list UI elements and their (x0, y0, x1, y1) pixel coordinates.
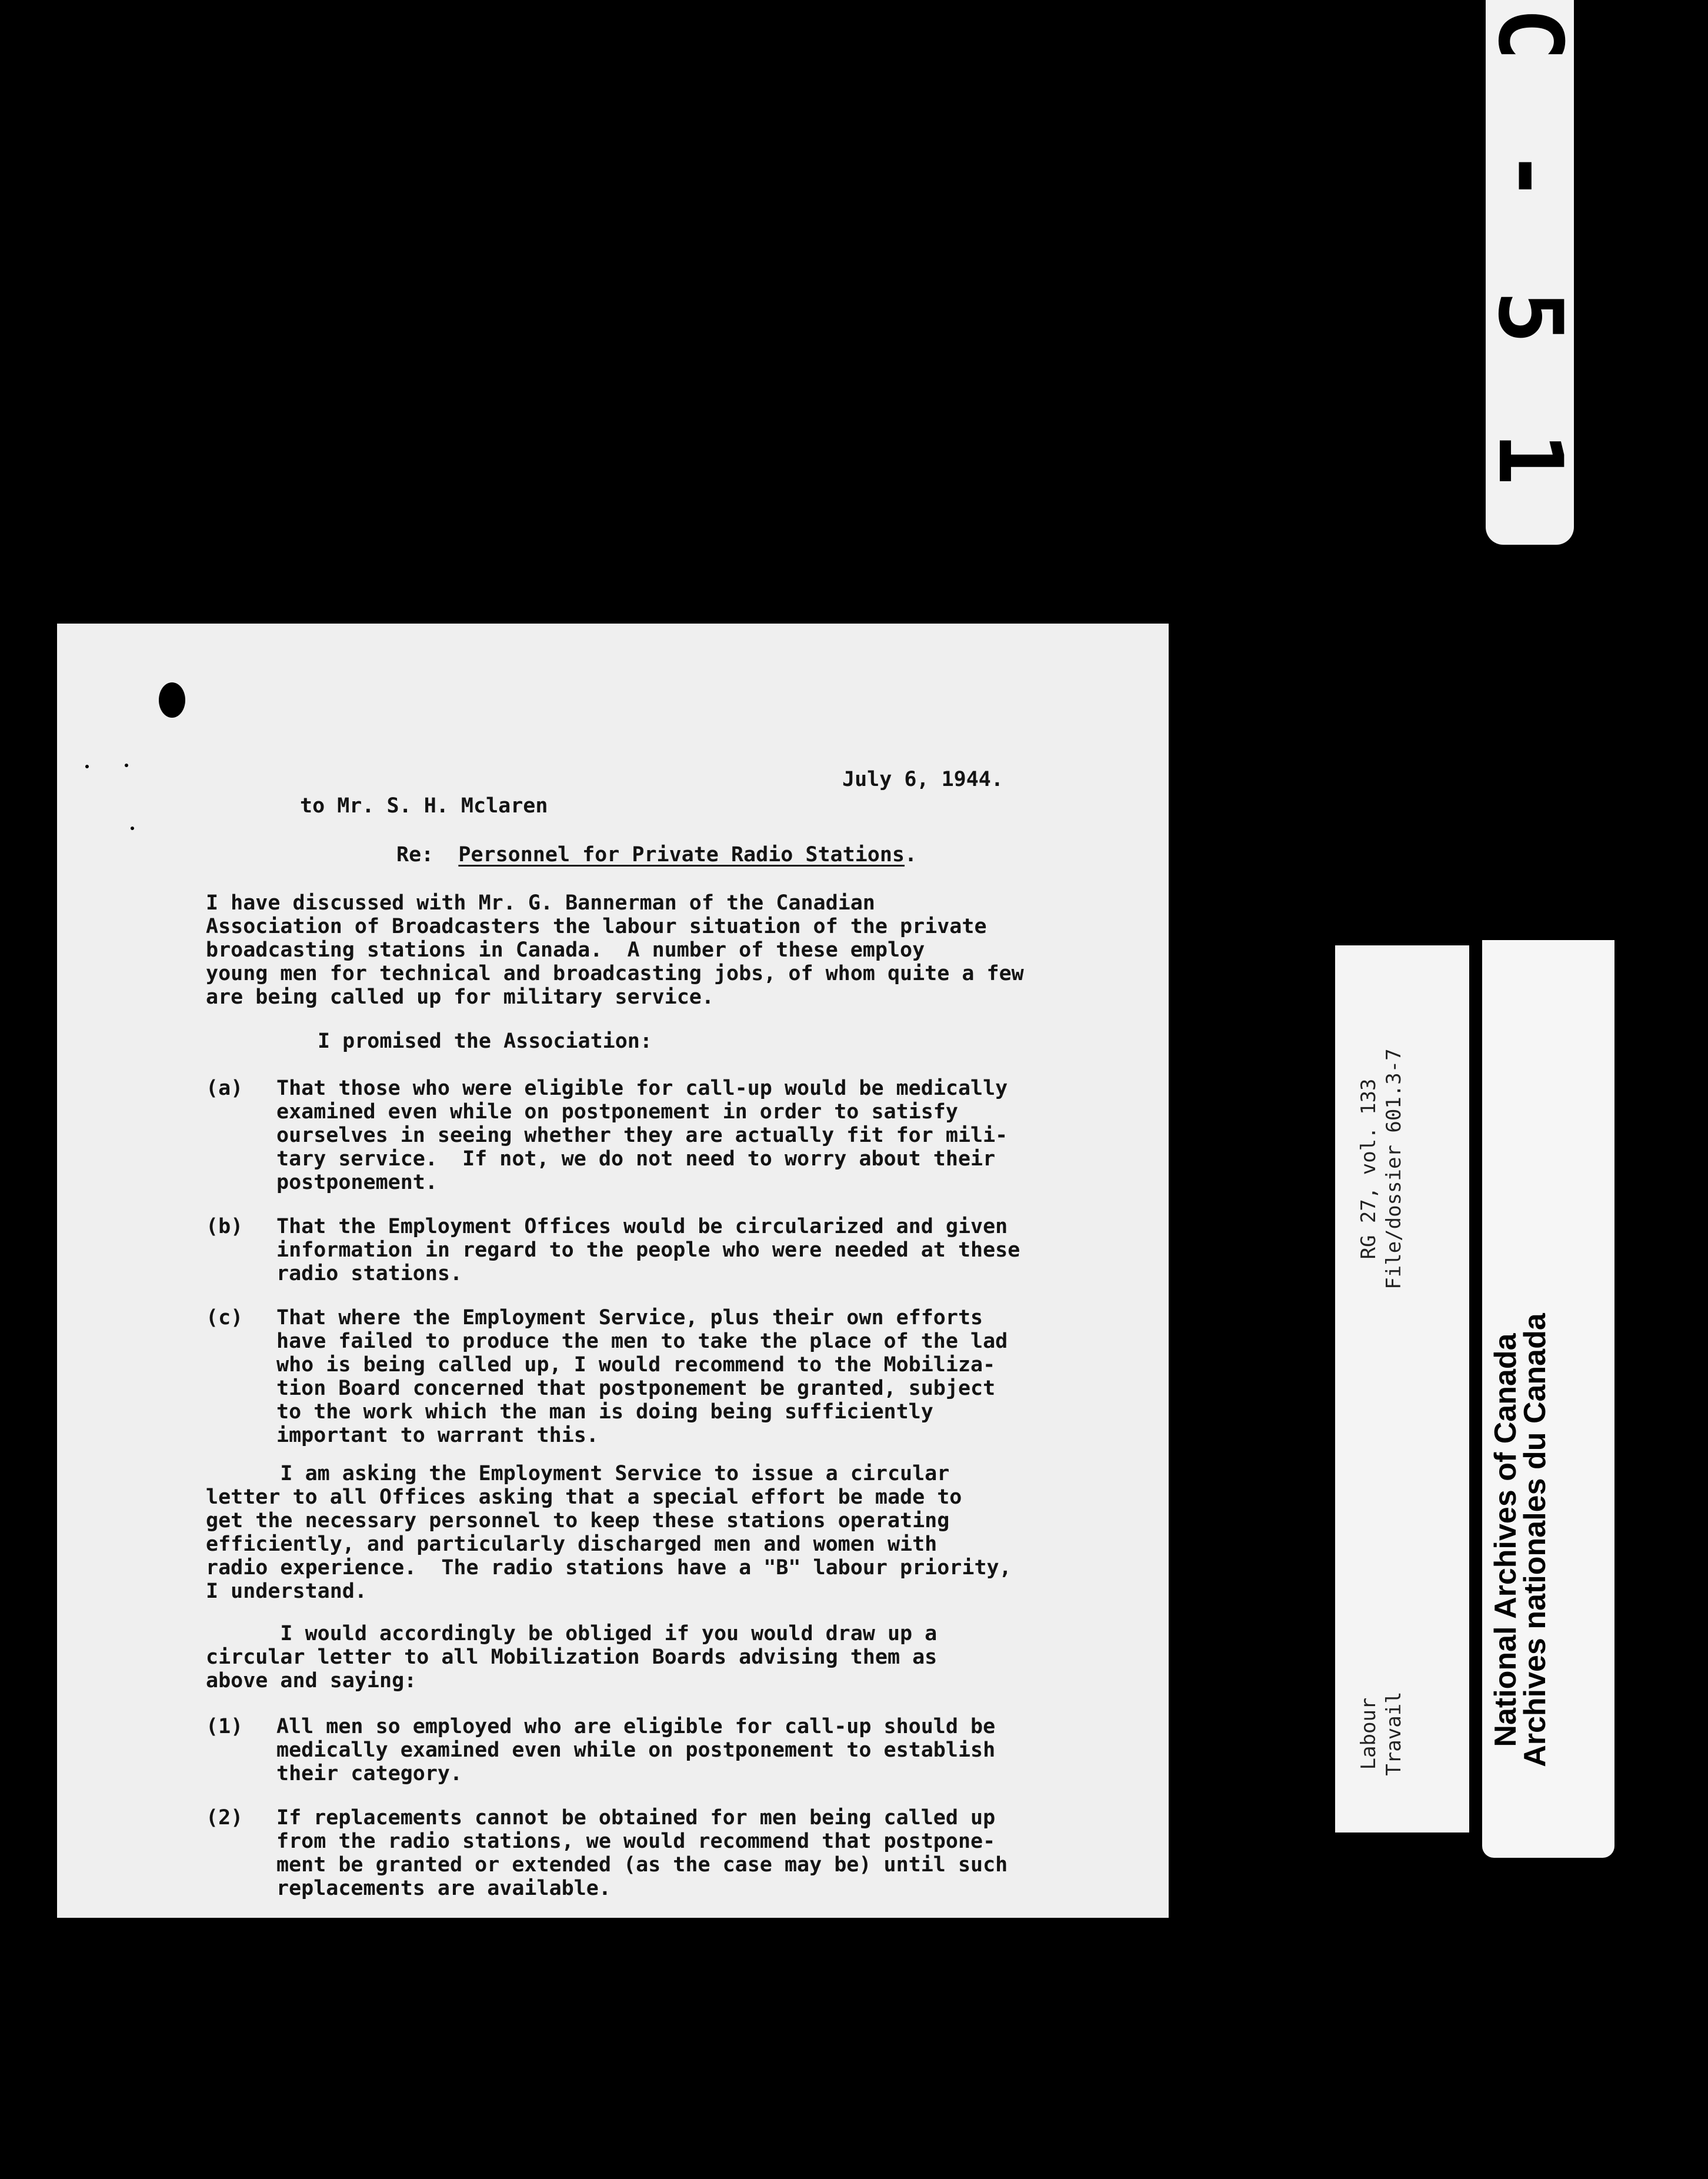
subject-period: . (904, 843, 918, 867)
item-1-text: All men so employed who are eligible for call-up should be medically examined even while on postponement to establish their category. (276, 1715, 996, 1785)
letter-date: July 6, 1944. (842, 768, 1003, 791)
item-b-text: That the Employment Offices would be circularized and given information in regard to the people who were needed at these radio stations. (276, 1215, 1020, 1285)
department-french: Travail (1382, 1691, 1406, 1776)
record-group-volume: RG 27, vol. 133 (1357, 1078, 1380, 1260)
punch-hole (159, 682, 185, 718)
subject-text: Personnel for Private Radio Stations (458, 843, 905, 867)
item-c-text: That where the Employment Service, plus their own efforts have failed to produce the men to take the place of the lad who is being called up, I would recommend to the Mobiliza- tion Board concerned that postponement be granted, subject to the work which the man is doing being sufficiently important to warrant this. (276, 1306, 1008, 1447)
paragraph-3: I am asking the Employment Service to issue a circular letter to all Offices asking that a special effort be made to get the necessary personnel to keep these stations operating efficiently, and particularly discharged men and women with radio experience. The radio stations have a "B" labour priority, I understand. (206, 1462, 1012, 1603)
letter-subject-line (396, 843, 917, 867)
department-english: Labour (1357, 1697, 1380, 1770)
item-b-marker: (b) (206, 1215, 243, 1238)
subject-label: Re: (396, 843, 434, 867)
item-2-text: If replacements cannot be obtained for men being called up from the radio stations, we would recommend that postpone- ment be granted or extended (as the case may be) until such replacements are available. (276, 1806, 1008, 1900)
reel-number: C - 5 1 9 2 9 (1479, 8, 1581, 928)
archives-name-french: Archives nationales du Canada (1518, 1313, 1552, 1767)
file-dossier-number: File/dossier 601.3-7 (1382, 1048, 1406, 1290)
paragraph-1: I have discussed with Mr. G. Bannerman of the Canadian Association of Broadcasters the labour situation of the private broadcasting stations in Canada. A number of these employ young men for technical and broadcasting jobs, of whom quite a few are being called up for military service. (206, 891, 1024, 1009)
archives-name-english: National Archives of Canada (1489, 1333, 1523, 1747)
file-reference-label (1335, 945, 1469, 1833)
letter-page (57, 624, 1169, 1918)
item-1-marker: (1) (206, 1715, 243, 1738)
ink-speck (125, 764, 128, 767)
item-c-marker: (c) (206, 1306, 243, 1330)
item-a-text: That those who were eligible for call-up would be medically examined even while on postponement in order to satisfy ourselves in seeing whether they are actually fit for mili- tary service. If not, we do not need to worry about their postponement. (276, 1077, 1008, 1194)
letter-recipient: to Mr. S. H. Mclaren (300, 794, 548, 818)
item-2-marker: (2) (206, 1806, 243, 1830)
ink-speck (131, 827, 134, 830)
paragraph-2: I promised the Association: (318, 1029, 652, 1053)
reel-number-strip (1479, 0, 1581, 928)
ink-speck (85, 765, 89, 768)
paragraph-4: I would accordingly be obliged if you would draw up a circular letter to all Mobilization Boards advising them as above and saying: (206, 1622, 938, 1692)
item-a-marker: (a) (206, 1077, 243, 1100)
archives-label (1482, 940, 1614, 1858)
